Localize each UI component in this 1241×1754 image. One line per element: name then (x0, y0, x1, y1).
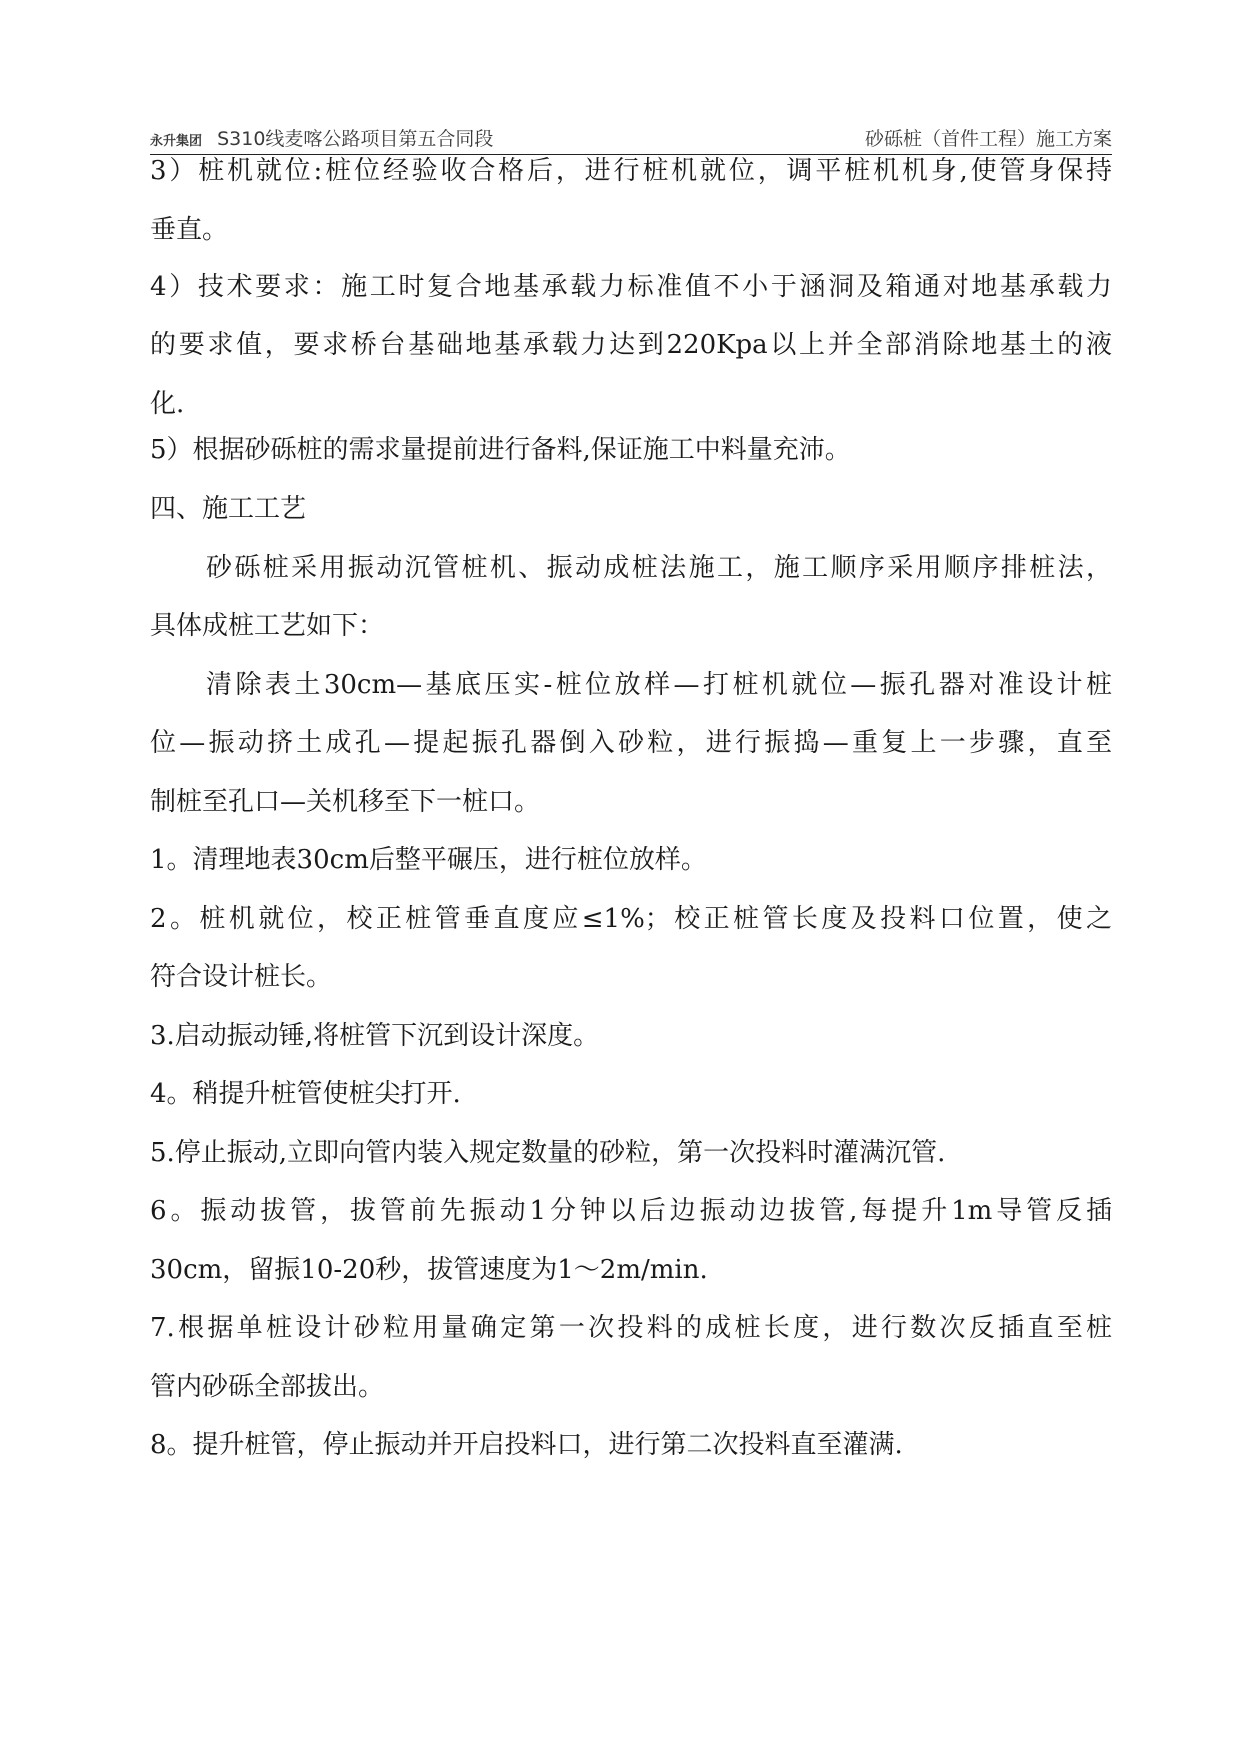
text-line: 化. (150, 389, 185, 419)
text-line: 30cm，留振10-20秒，拔管速度为1～2m/min. (150, 1255, 708, 1285)
text-line: 管内砂砾全部拔出。 (150, 1372, 385, 1402)
text-line: 砂砾桩采用振动沉管桩机、振动成桩法施工，施工顺序采用顺序排桩法， (206, 553, 1112, 583)
text-line: 符合设计桩长。 (150, 962, 333, 992)
text-line: 3.启动振动锤,将桩管下沉到设计深度。 (150, 1021, 600, 1051)
project-name: S310线麦喀公路项目第五合同段 (217, 128, 494, 150)
text-line: 位—振动挤土成孔—提起振孔器倒入砂粒，进行振捣—重复上一步骤，直至 (150, 728, 1112, 758)
text-line: 3）桩机就位:桩位经验收合格后，进行桩机就位，调平桩机机身,使管身保持 (150, 156, 1112, 186)
text-line: 8。提升桩管，停止振动并开启投料口，进行第二次投料直至灌满. (150, 1430, 903, 1460)
text-line: 4。稍提升桩管使桩尖打开. (150, 1079, 461, 1109)
text-line: 具体成桩工艺如下： (150, 611, 385, 641)
page-header (150, 124, 1112, 155)
text-line: 5.停止振动,立即向管内装入规定数量的砂粒，第一次投料时灌满沉管. (150, 1138, 946, 1168)
text-line: 6。振动拔管，拔管前先振动1分钟以后边振动边拔管,每提升1m导管反插 (150, 1196, 1112, 1226)
text-line: 1。清理地表30cm后整平碾压，进行桩位放样。 (150, 845, 707, 875)
text-line: 7.根据单桩设计砂粒用量确定第一次投料的成桩长度，进行数次反插直至桩 (150, 1313, 1112, 1343)
text-line: 清除表土30cm—基底压实-桩位放样—打桩机就位—振孔器对准设计桩 (206, 670, 1112, 700)
section-heading: 四、施工工艺 (150, 494, 307, 524)
text-line: 5）根据砂砾桩的需求量提前进行备料,保证施工中料量充沛。 (150, 435, 851, 465)
text-line: 垂直。 (150, 215, 229, 245)
header-left (150, 124, 493, 151)
text-line: 制桩至孔口—关机移至下一桩口。 (150, 787, 541, 817)
text-line: 2。桩机就位，校正桩管垂直度应≤1%；校正桩管长度及投料口位置，使之 (150, 904, 1112, 934)
document-title: 砂砾桩（首件工程）施工方案 (864, 128, 1112, 150)
company-brand: 永升集团 (150, 134, 203, 149)
text-line: 的要求值，要求桥台基础地基承载力达到220Kpa以上并全部消除地基土的液 (150, 330, 1112, 360)
text-line: 4）技术要求：施工时复合地基承载力标准值不小于涵洞及箱通对地基承载力 (150, 272, 1112, 302)
